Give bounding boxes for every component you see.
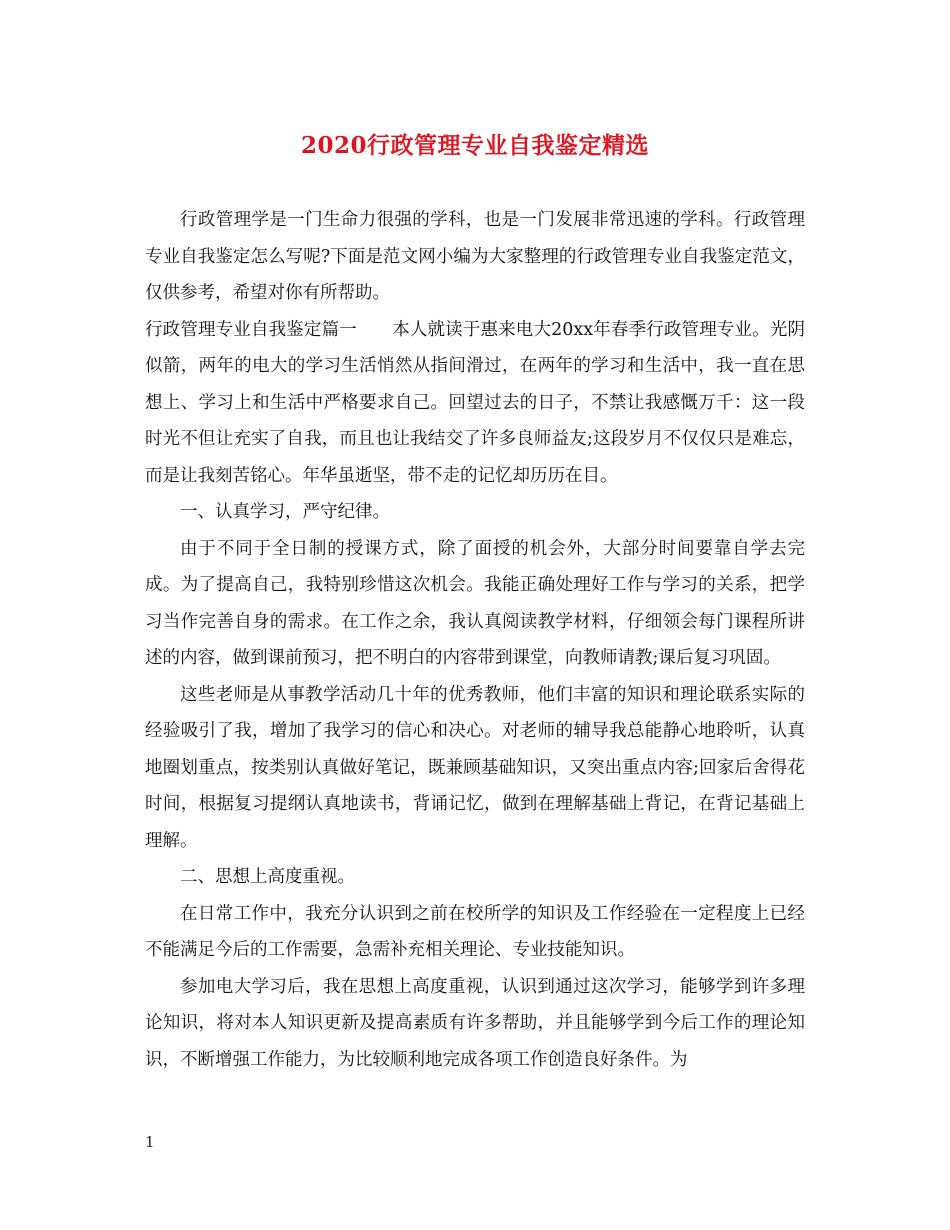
document-title: 2020行政管理专业自我鉴定精选 bbox=[300, 132, 649, 159]
document-body bbox=[145, 202, 805, 1078]
study-benefit-paragraph: 参加电大学习后，我在思想上高度重视，认识到通过这次学习，能够学到许多理论知识，将对本人知识更新及提高素质有许多帮助，并且能够学到今后工作的理论知识，不断增强工作能力，为比较顺利地完成各项工作创造良好条件。为 bbox=[145, 976, 805, 1070]
page-number: 1 bbox=[145, 1133, 155, 1151]
heading-ideology: 二、思想上高度重视。 bbox=[180, 867, 355, 887]
intro-paragraph: 行政管理学是一门生命力很强的学科，也是一门发展非常迅速的学科。行政管理专业自我鉴定怎么写呢?下面是范文网小编为大家整理的行政管理专业自我鉴定范文，仅供参考，希望对你有所帮助。 bbox=[145, 210, 805, 303]
section-one-intro-paragraph: 行政管理专业自我鉴定篇一 本人就读于惠来电大20xx年春季行政管理专业。光阴似箭，两年的电大的学习生活悄然从指间滑过，在两年的学习和生活中，我一直在思想上、学习上和生活中严格要求自己。回望过去的日子，不禁让我感慨万千：这一段时光不但让充实了自我，而且也让我结交了许多良师益友;这段岁月不仅仅只是难忘，而是让我刻苦铭心。年华虽逝坚，带不走的记忆却历历在目。 bbox=[145, 319, 805, 486]
heading-study-discipline: 一、认真学习，严守纪律。 bbox=[180, 502, 390, 522]
study-method-paragraph: 由于不同于全日制的授课方式，除了面授的机会外，大部分时间要靠自学去完成。为了提高自己，我特别珍惜这次机会。我能正确处理好工作与学习的关系，把学习当作完善自身的需求。在工作之余，我认真阅读教学材料，仔细领会每门课程所讲述的内容，做到课前预习，把不明白的内容带到课堂，向教师请教;课后复习巩固。 bbox=[145, 538, 805, 668]
work-knowledge-paragraph: 在日常工作中，我充分认识到之前在校所学的知识及工作经验在一定程度上已经不能满足今后的工作需要，急需补充相关理论、专业技能知识。 bbox=[145, 903, 805, 960]
teacher-guidance-paragraph: 这些老师是从事教学活动几十年的优秀教师，他们丰富的知识和理论联系实际的经验吸引了我，增加了我学习的信心和决心。对老师的辅导我总能静心地聆听，认真地圈划重点，按类别认真做好笔记，既兼顾基础知识，又突出重点内容;回家后舍得花时间，根据复习提纲认真地读书，背诵记忆，做到在理解基础上背记，在背记基础上理解。 bbox=[145, 684, 805, 851]
